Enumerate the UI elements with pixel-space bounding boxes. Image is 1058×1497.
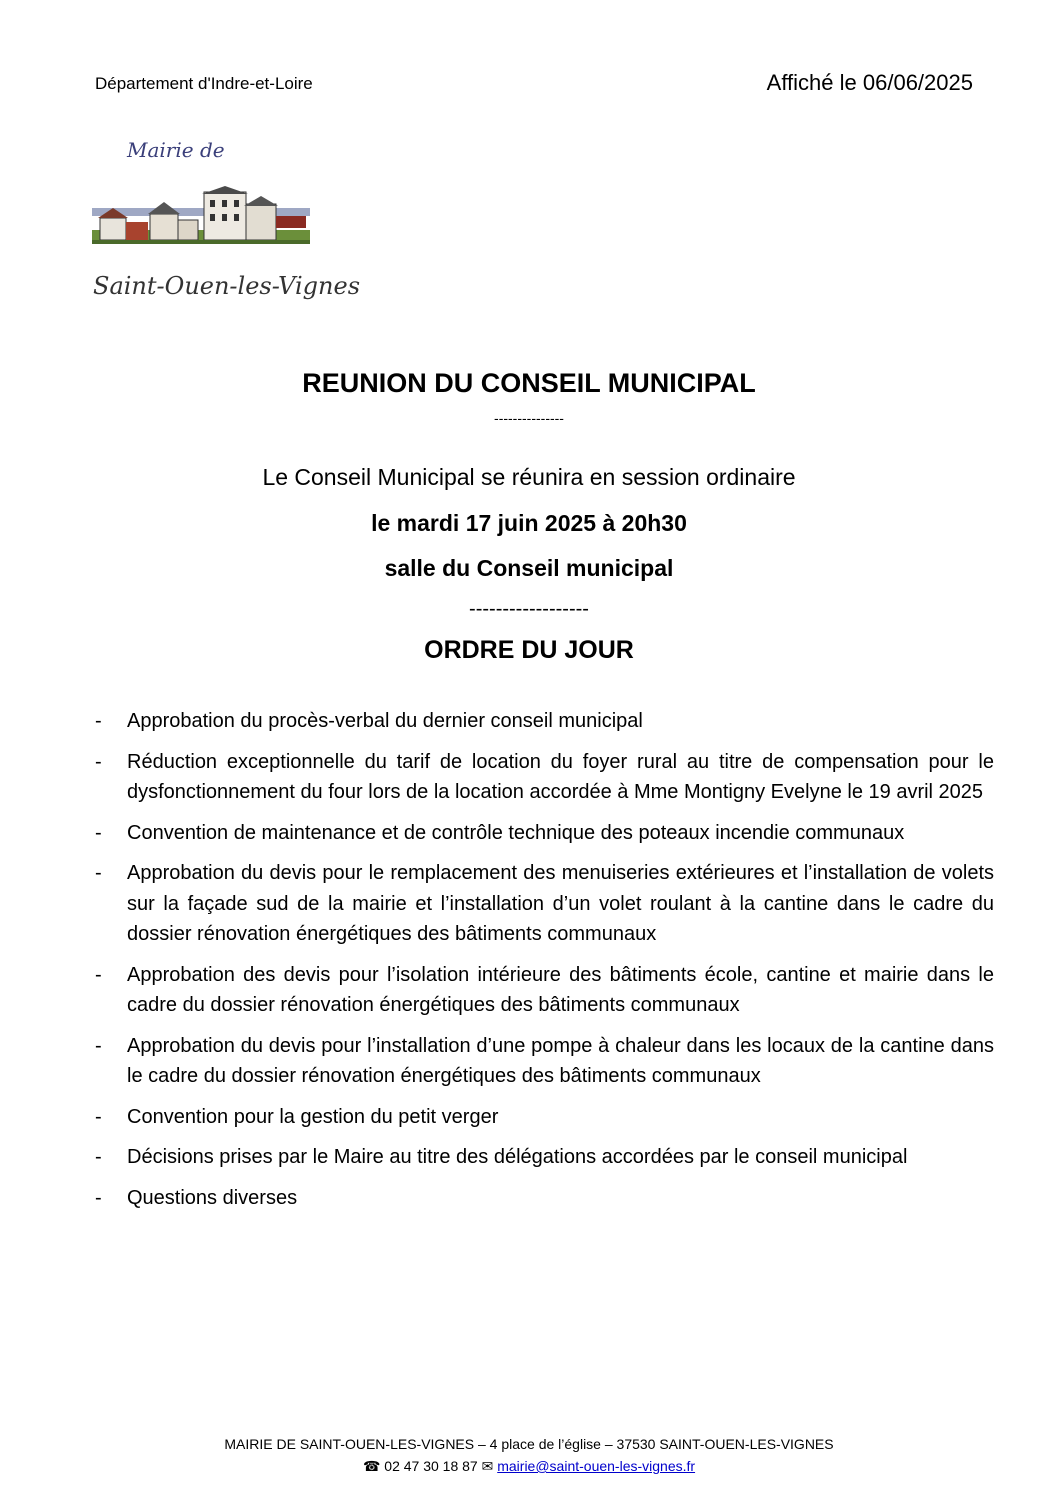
meeting-room: salle du Conseil municipal: [384, 555, 674, 581]
agenda-item: [95, 1031, 994, 1092]
agenda-item-text: Réduction exceptionnelle du tarif de location du foyer rural au titre de compensation pour le dysfonctionnement du four lors de la location accordée à Mme Montigny Evelyne le 19 avril 2025: [127, 750, 994, 803]
bullet-dash: -: [95, 862, 102, 884]
logo-top-text: Mairie de: [127, 138, 225, 162]
bullet-dash: -: [95, 1186, 102, 1209]
footer-contact: [0, 1458, 1058, 1475]
footer-phone: 02 47 30 18 87: [384, 1458, 478, 1474]
agenda-item: [95, 1142, 994, 1173]
agenda-item-text: Approbation du devis pour le remplacement des menuiseries extérieures et l’installation de volets sur la façade sud de la mairie et l’installation d’un volet roulant à la cantine dans le cadre du dossier rénovation énergétiques des bâtiments communaux: [127, 862, 994, 945]
village-logo-image: [92, 186, 310, 250]
meeting-date: le mardi 17 juin 2025 à 20h30: [371, 510, 687, 536]
bullet-dash: -: [95, 750, 102, 773]
agenda-item: [95, 858, 994, 950]
separator-short: ---------------: [494, 410, 564, 426]
agenda-item-text: Approbation des devis pour l’isolation intérieure des bâtiments école, cantine et mairie dans le cadre du dossier rénovation énergétiques des bâtiments communaux: [127, 963, 994, 1016]
agenda-item-text: Décisions prises par le Maire au titre des délégations accordées par le conseil municipal: [127, 1146, 908, 1168]
bullet-dash: -: [95, 821, 102, 844]
mail-icon: ✉: [481, 1458, 494, 1474]
footer-email-link[interactable]: mairie@saint-ouen-les-vignes.fr: [497, 1458, 696, 1474]
agenda-item: [95, 960, 994, 1021]
department-label: Département d'Indre-et-Loire: [95, 74, 313, 93]
agenda-list: [95, 706, 994, 1223]
footer-address: MAIRIE DE SAINT-OUEN-LES-VIGNES – 4 place de l’église – 37530 SAINT-OUEN-LES-VIGNES: [224, 1436, 834, 1452]
separator-long: ------------------: [469, 598, 589, 620]
agenda-item-text: Approbation du procès-verbal du dernier conseil municipal: [127, 710, 643, 732]
agenda-item: [95, 1102, 994, 1133]
bullet-dash: -: [95, 1105, 102, 1128]
agenda-item: [95, 747, 994, 808]
agenda-item-text: Convention pour la gestion du petit verger: [127, 1105, 499, 1128]
bullet-dash: -: [95, 1146, 102, 1168]
page-title: REUNION DU CONSEIL MUNICIPAL: [302, 368, 756, 398]
bullet-dash: -: [95, 963, 102, 986]
logo-bottom-text: Saint-Ouen-les-Vignes: [93, 272, 361, 300]
bullet-dash: -: [95, 710, 102, 732]
agenda-item-text: Approbation du devis pour l’installation d’une pompe à chaleur dans les locaux de la cantine dans le cadre du dossier rénovation énergétiques des bâtiments communaux: [127, 1034, 994, 1087]
agenda-title: ORDRE DU JOUR: [424, 636, 634, 664]
agenda-item: [95, 706, 994, 737]
agenda-item-text: Questions diverses: [127, 1186, 298, 1209]
phone-icon: ☎: [362, 1458, 381, 1474]
agenda-item-text: Convention de maintenance et de contrôle technique des poteaux incendie communaux: [127, 821, 905, 844]
bullet-dash: -: [95, 1034, 102, 1057]
agenda-item: [95, 1183, 994, 1214]
session-intro: Le Conseil Municipal se réunira en session ordinaire: [262, 464, 796, 490]
agenda-item: [95, 818, 994, 849]
posted-date: Affiché le 06/06/2025: [766, 70, 973, 95]
